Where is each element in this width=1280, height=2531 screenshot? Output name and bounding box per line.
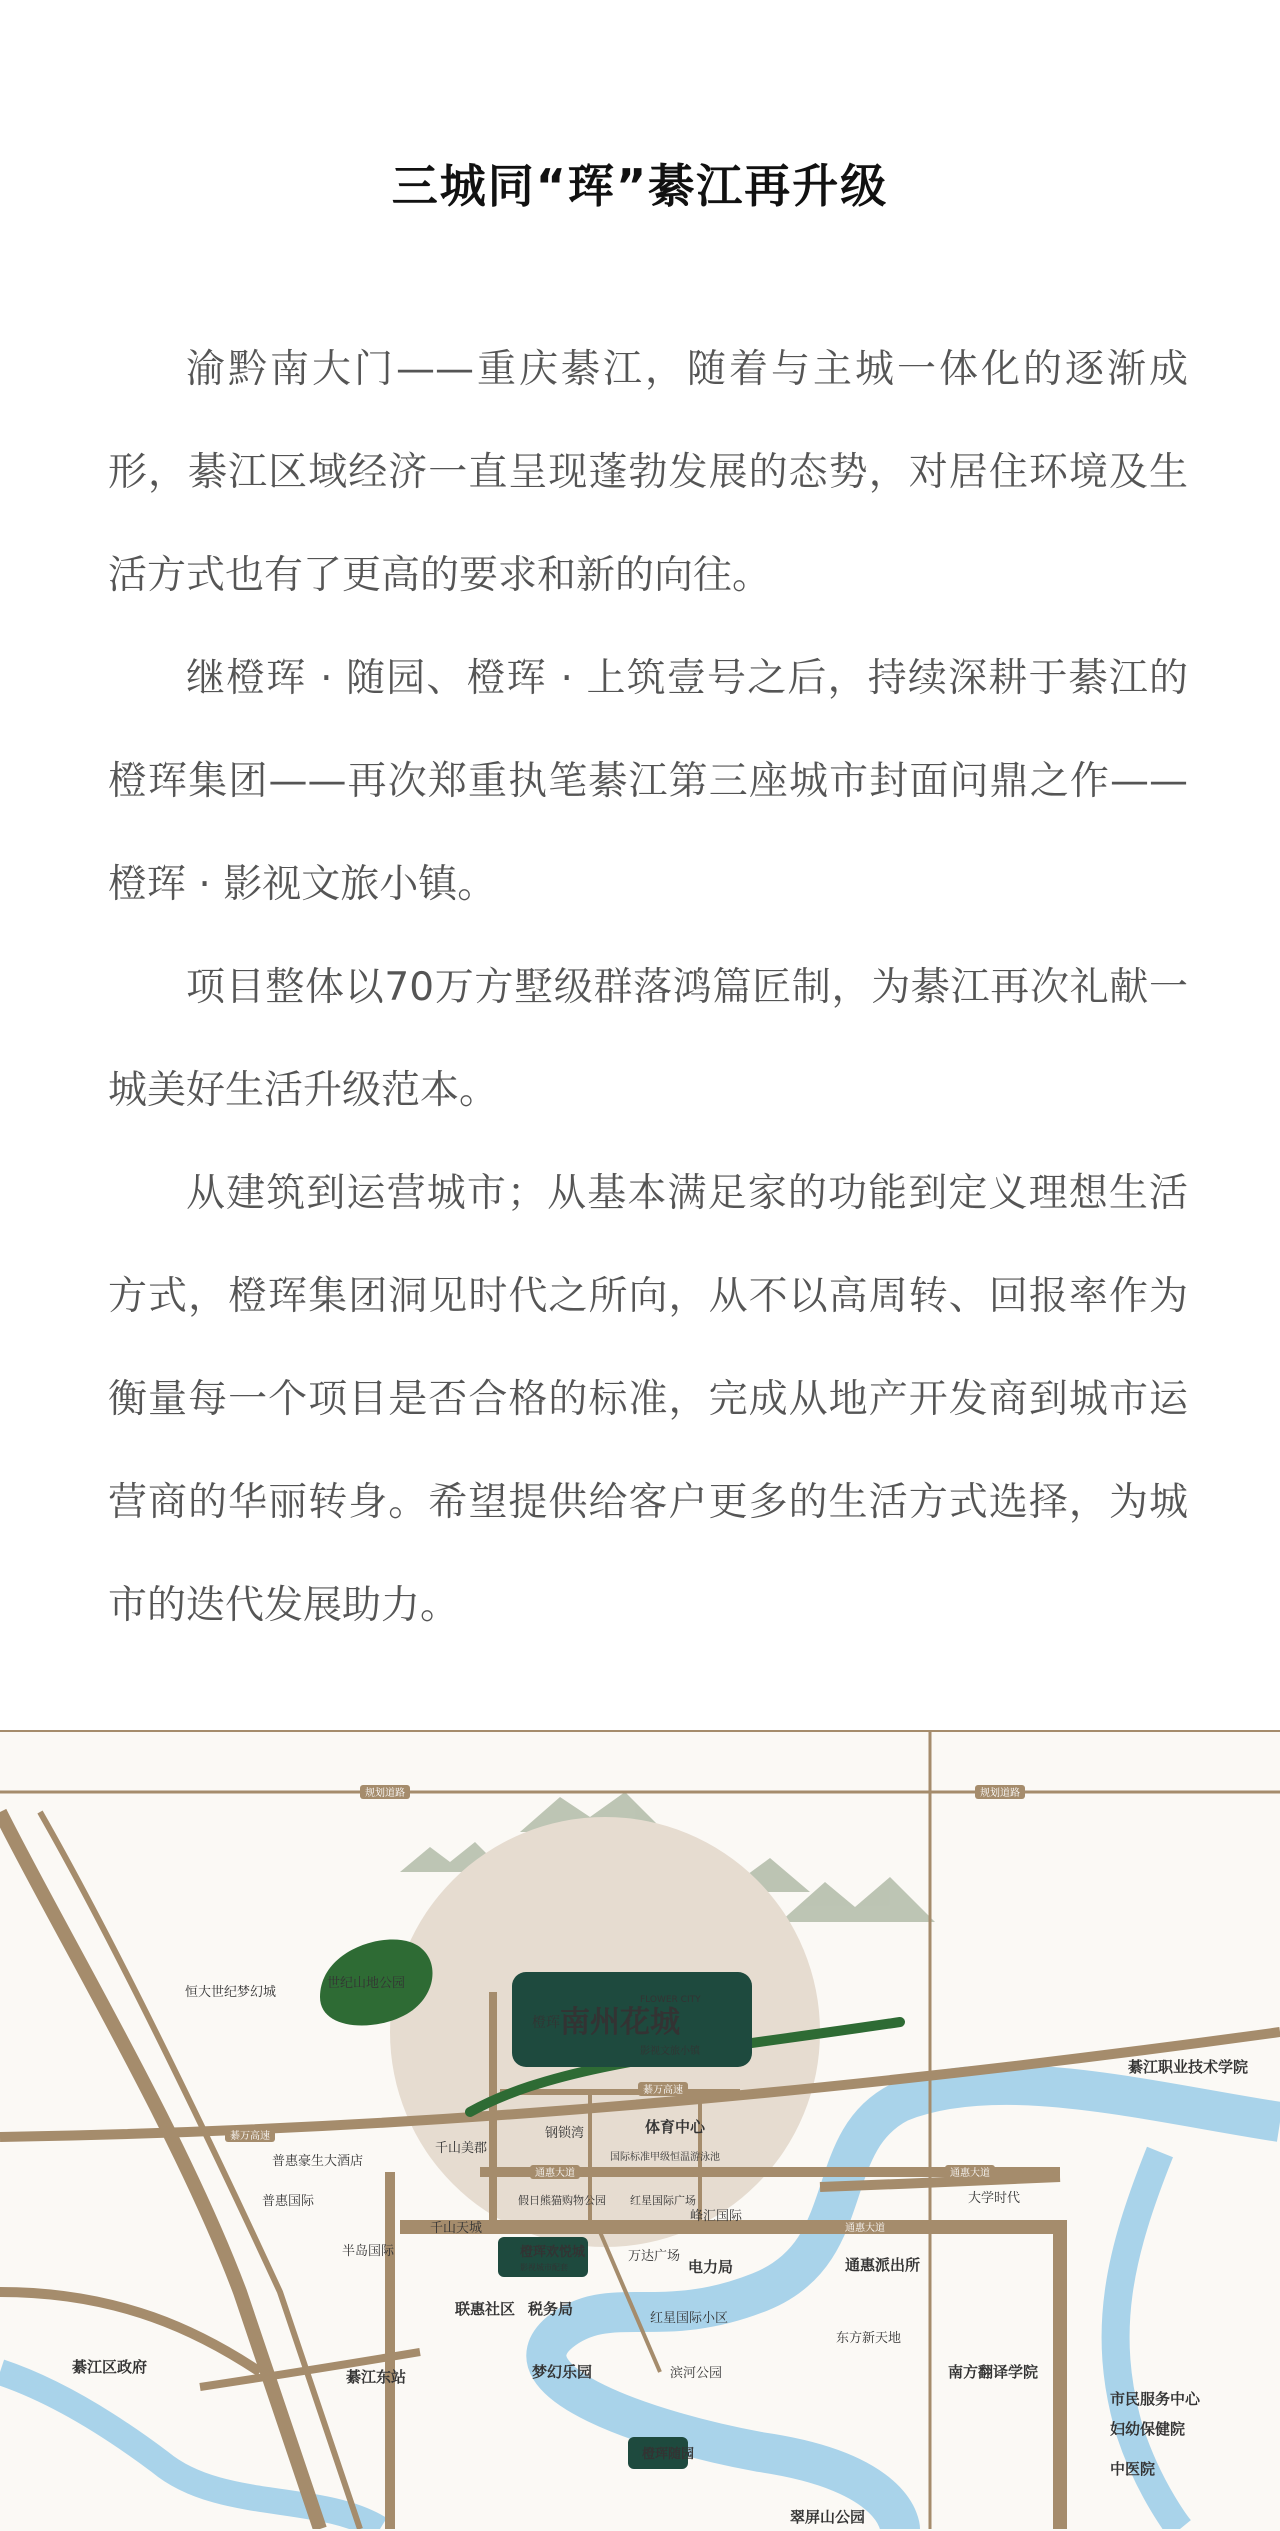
logo-name: 南州花城	[560, 2005, 680, 2040]
paragraph-4: 从建筑到运营城市；从基本满足家的功能到定义理想生活方式，橙珲集团洞见时代之所向，从不以高周转、回报率作为衡量每一个项目是否合格的标准，完成从地产开发商到城市运营商的华丽转身。希望提供给客户更多的生活方式选择，为城市的迭代发展助力。	[108, 1171, 1188, 1628]
poi-qianshan-meishu: 千山美郡	[435, 2141, 488, 2156]
poi-hongxing-xiaoqu: 红星国际小区	[650, 2311, 729, 2326]
paragraph-3: 项目整体以70万方墅级群落鸿篇匠制，为綦江再次礼献一城美好生活升级范本。	[108, 965, 1188, 1113]
poi-cuiping: 翠屏山公园	[790, 2508, 866, 2526]
road-label-planned-left: 规划道路	[365, 1788, 405, 1799]
poi-nanfang: 南方翻译学院	[948, 2363, 1039, 2381]
poi-hongxing-plaza: 红星国际广场	[630, 2194, 696, 2207]
article-title: 三城同“珲”綦江再升级	[391, 159, 889, 213]
poi-police: 通惠派出所	[845, 2256, 921, 2274]
poi-electric: 电力局	[688, 2258, 734, 2276]
poi-bandao: 半岛国际	[342, 2244, 395, 2259]
project-logo	[512, 1972, 752, 2067]
poi-fenghui: 峰汇国际	[690, 2209, 743, 2224]
poi-lianhui: 联惠社区	[455, 2300, 516, 2318]
poi-puhui-hotel: 普惠豪生大酒店	[272, 2154, 364, 2169]
map-canvas	[0, 1732, 1280, 2529]
poi-puhui-intl: 普惠国际	[262, 2194, 315, 2209]
shiji-park-label: 世纪山地公园	[326, 1976, 406, 1991]
poi-maternal: 妇幼保健院	[1110, 2420, 1186, 2438]
logo-brand: 橙珲	[532, 2015, 560, 2031]
logo-english: FLOWER CITY	[640, 1995, 701, 2005]
poi-chenghui-suiyuan: 橙珲随园	[642, 2447, 695, 2462]
river-left	[0, 2372, 380, 2529]
paragraph-1: 渝黔南大门——重庆綦江，随着与主城一体化的逐渐成形，綦江区域经济一直呈现蓬勃发展的态势，对居住环境及生活方式也有了更高的要求和新的向往。	[108, 347, 1188, 598]
article-body	[108, 318, 1188, 1657]
poi-sports-center: 体育中心	[645, 2118, 706, 2136]
poi-qianshan-tiancheng: 千山天城	[430, 2221, 483, 2236]
poi-holiday-bear: 假日熊猫购物公园	[518, 2194, 606, 2207]
poi-citizen: 市民服务中心	[1110, 2390, 1201, 2408]
poi-tax: 税务局	[528, 2300, 574, 2318]
location-map	[0, 1730, 1280, 2531]
poi-vocational: 綦江职业技术学院	[1128, 2058, 1249, 2076]
poi-hengda: 恒大世纪梦幻城	[185, 1985, 277, 2000]
paragraph-2: 继橙珲 · 随园、橙珲 · 上筑壹号之后，持续深耕于綦江的橙珲集团——再次郑重执笔綦江第三座城市封面问鼎之作——橙珲 · 影视文旅小镇。	[108, 656, 1188, 907]
poi-menghuan: 梦幻乐园	[532, 2363, 593, 2381]
poi-chenghui-sub: 影视城市配套	[520, 2263, 568, 2272]
poi-dongfang: 东方新天地	[836, 2331, 902, 2346]
poi-binhe-park: 滨河公园	[670, 2366, 723, 2381]
road-label-tonghui-right: 通惠大道	[950, 2168, 990, 2179]
road-label-tonghui-lower: 通惠大道	[845, 2223, 885, 2234]
logo-subtitle: 影视文旅小镇	[640, 2046, 700, 2057]
poi-gangsuwan: 钢锁湾	[545, 2126, 585, 2141]
poi-government: 綦江区政府	[72, 2358, 148, 2376]
road-label-tonghui-left: 通惠大道	[535, 2168, 575, 2179]
poi-pool: 国际标准甲级恒温游泳池	[610, 2152, 720, 2163]
road-label-qiwan-left: 綦万高速	[230, 2131, 270, 2142]
poi-chenghui-huanyue: 橙珲欢悦城	[520, 2245, 586, 2260]
road-label-qiwan-center: 綦万高速	[643, 2085, 683, 2096]
poi-daxue: 大学时代	[968, 2191, 1021, 2206]
poi-wanda: 万达广场	[628, 2249, 681, 2264]
poi-chinese-med: 中医院	[1110, 2460, 1156, 2478]
road-label-planned-right: 规划道路	[980, 1788, 1020, 1799]
poi-east-station: 綦江东站	[346, 2368, 407, 2386]
